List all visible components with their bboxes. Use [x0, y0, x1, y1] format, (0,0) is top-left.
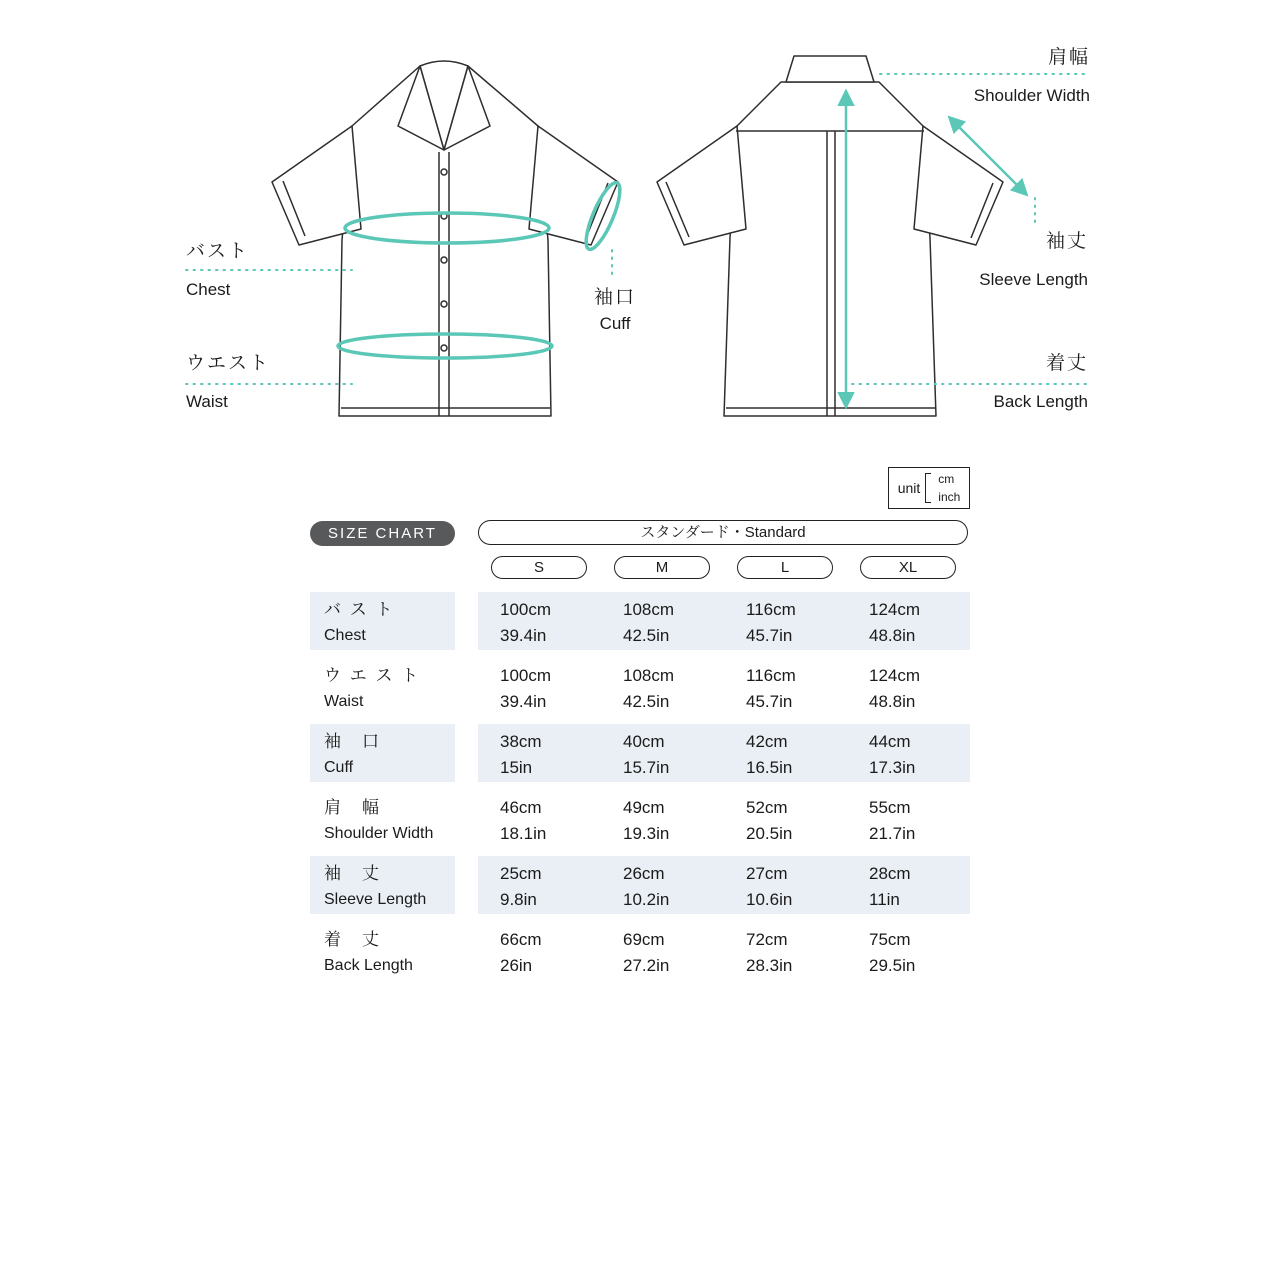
- value-cell: 26cm 10.2in: [623, 864, 670, 909]
- table-row-back-length: [310, 922, 970, 980]
- row-label-en: Cuff: [324, 759, 354, 776]
- size-pill-l: L: [737, 556, 833, 579]
- size-pill-xl: XL: [860, 556, 956, 579]
- value-cell: 124cm 48.8in: [869, 666, 921, 711]
- back-length-label-jp: 着丈: [1045, 353, 1088, 374]
- value-cell: 42cm 16.5in: [746, 732, 793, 777]
- waist-label: [186, 352, 270, 412]
- row-label-en: Sleeve Length: [324, 891, 427, 908]
- size-table: [310, 592, 970, 988]
- cuff-label-jp: 袖口: [593, 287, 636, 308]
- value-cell: 75cm 29.5in: [869, 930, 916, 975]
- value-cell: 40cm 15.7in: [623, 732, 670, 777]
- row-label-jp: 肩 幅: [324, 798, 381, 817]
- row-label-jp: 袖 口: [324, 732, 381, 751]
- row-label-en: Shoulder Width: [324, 825, 434, 842]
- value-cell: 116cm 45.7in: [746, 600, 796, 645]
- row-label-en: Waist: [324, 693, 364, 710]
- sleeve-length-label-jp: 袖丈: [1045, 231, 1088, 252]
- value-cell: 27cm 10.6in: [746, 864, 793, 909]
- value-cell: 100cm 39.4in: [500, 666, 552, 711]
- size-pill-s: S: [491, 556, 587, 579]
- back-length-label-en: Back Length: [993, 392, 1088, 411]
- row-label-en: Back Length: [324, 957, 413, 974]
- shoulder-width-label-en: Shoulder Width: [973, 86, 1090, 105]
- unit-cm: cm: [938, 472, 955, 486]
- shoulder-width-label: [974, 46, 1090, 106]
- sleeve-length-label: [979, 230, 1088, 290]
- unit-bracket-icon: [925, 473, 933, 503]
- category-pill: スタンダード・Standard: [478, 520, 968, 545]
- value-cell: 116cm 45.7in: [746, 666, 796, 711]
- value-cell: 52cm 20.5in: [746, 798, 793, 843]
- value-cell: 46cm 18.1in: [500, 798, 547, 843]
- row-label-jp: ウ エ ス ト: [324, 666, 421, 685]
- waist-label-en: Waist: [186, 392, 228, 411]
- back-length-label: [993, 352, 1088, 412]
- value-cell: 38cm 15in: [500, 732, 542, 777]
- table-row-cuff: [310, 724, 970, 782]
- value-cell: 49cm 19.3in: [623, 798, 670, 843]
- table-row-chest: [310, 592, 970, 650]
- cuff-label: [560, 286, 670, 334]
- waist-label-jp: ウエスト: [186, 353, 271, 374]
- value-cell: 108cm 42.5in: [623, 666, 675, 711]
- unit-box: [888, 467, 970, 509]
- value-cell: 69cm 27.2in: [623, 930, 670, 975]
- chest-label-en: Chest: [186, 280, 231, 299]
- row-label-en: Chest: [324, 627, 366, 644]
- unit-inch: inch: [938, 490, 961, 504]
- value-cell: 108cm 42.5in: [623, 600, 675, 645]
- front-shirt-drawing: [272, 61, 618, 416]
- value-cell: 44cm 17.3in: [869, 732, 916, 777]
- chest-label-jp: バスト: [186, 241, 250, 262]
- unit-label: unit: [897, 480, 921, 496]
- cuff-label-en: Cuff: [599, 314, 631, 333]
- value-cell: 25cm 9.8in: [500, 864, 542, 909]
- value-cell: 124cm 48.8in: [869, 600, 921, 645]
- value-cell: 100cm 39.4in: [500, 600, 552, 645]
- value-cell: 66cm 26in: [500, 930, 542, 975]
- row-label-jp: バ ス ト: [324, 600, 395, 619]
- size-chart-badge: SIZE CHART: [310, 521, 455, 546]
- table-row-waist: [310, 658, 970, 716]
- value-cell: 72cm 28.3in: [746, 930, 793, 975]
- sleeve-length-label-en: Sleeve Length: [979, 270, 1088, 289]
- size-pill-m: M: [614, 556, 710, 579]
- row-label-jp: 袖 丈: [324, 864, 381, 883]
- value-cell: 55cm 21.7in: [869, 798, 916, 843]
- back-shirt-drawing: [657, 56, 1003, 416]
- table-row-sleeve-length: [310, 856, 970, 914]
- chest-label: [186, 240, 249, 300]
- value-cell: 28cm 11in: [869, 864, 911, 909]
- row-label-jp: 着 丈: [324, 930, 381, 949]
- shoulder-width-label-jp: 肩幅: [1047, 47, 1090, 68]
- table-row-shoulder-width: [310, 790, 970, 848]
